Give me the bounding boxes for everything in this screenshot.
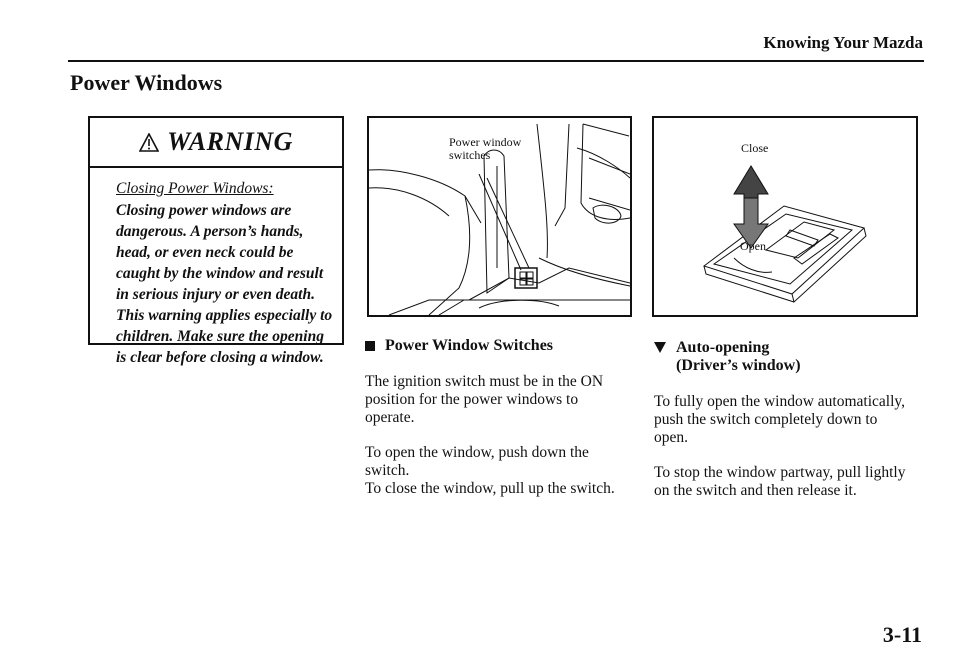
warning-title: WARNING <box>167 127 293 156</box>
triangle-bullet-icon <box>654 342 666 353</box>
warning-body <box>116 178 334 368</box>
warning-triangle-icon <box>139 133 159 152</box>
ignition-paragraph: The ignition switch must be in the ON position for the power windows to operate. <box>365 373 604 426</box>
section-title: Power Windows <box>70 70 223 95</box>
figure-label-open: Open <box>740 239 766 253</box>
header-rule <box>68 60 924 62</box>
square-bullet-icon <box>365 341 375 351</box>
open-close-paragraph: To open the window, push down the switch. To close the window, pull up the switch. <box>365 444 615 497</box>
figure-label-power-window-switches: Power window switches <box>449 135 522 162</box>
page-number: 3-11 <box>882 622 922 647</box>
running-header: Knowing Your Mazda <box>763 33 923 52</box>
warning-box <box>88 116 344 366</box>
section-heading-auto-opening: Auto-opening (Driver’s window) <box>654 339 929 375</box>
stop-window-paragraph: To stop the window partway, pull lightly on the switch and then release it. <box>654 464 906 499</box>
warning-subhead: Closing Power Windows: <box>116 180 274 197</box>
power-window-switches-section <box>365 337 635 498</box>
switch-drawing <box>654 118 916 315</box>
auto-opening-section <box>654 339 929 500</box>
auto-open-paragraph: To fully open the window automatically, push the switch completely down to open. <box>654 393 906 446</box>
section-heading-power-window-switches: Power Window Switches <box>365 337 635 355</box>
console-illustration <box>367 116 632 317</box>
warning-header <box>90 118 342 168</box>
warning-text: Closing power windows are dangerous. A person’s hands, head, or even neck could be caught by the window and result in serious injury or even death. This warning applies especially to children. Make sure the opening is clear before closing a window. <box>116 202 333 366</box>
switch-detail-illustration <box>652 116 918 317</box>
figure-label-close: Close <box>741 141 769 155</box>
